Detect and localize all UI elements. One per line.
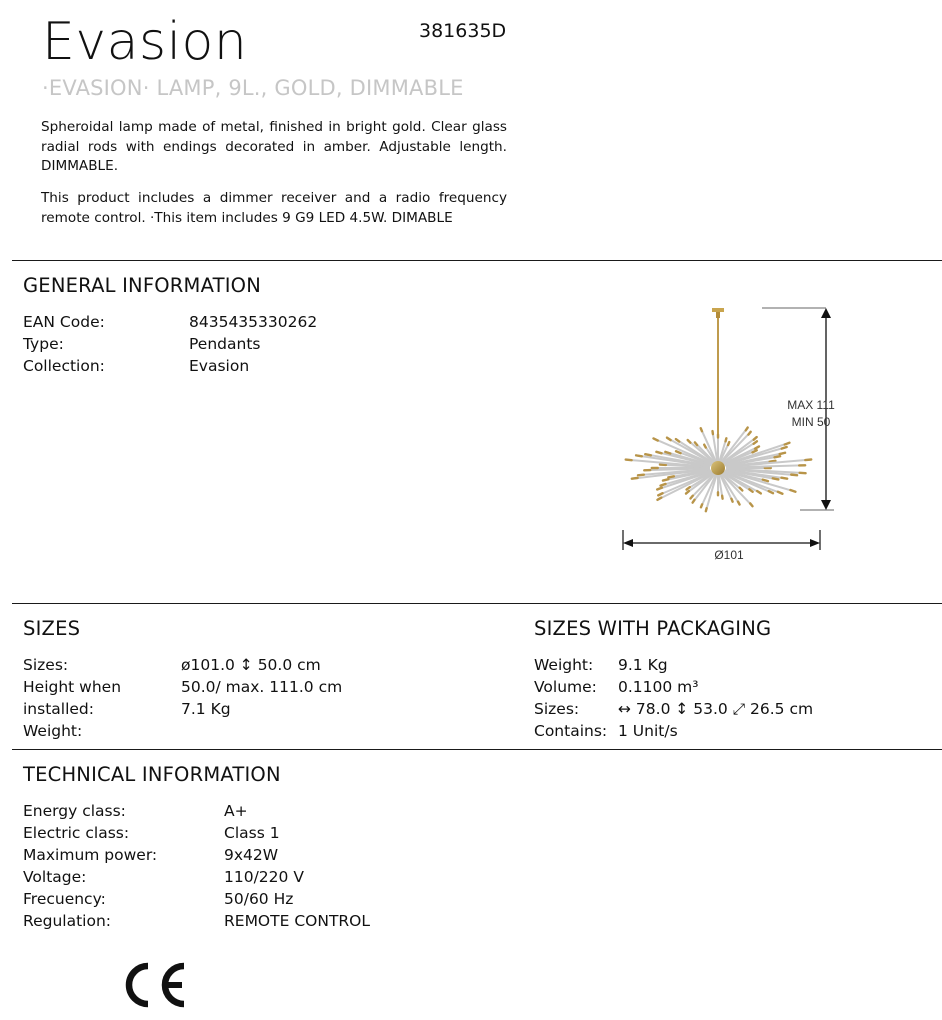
- regulation-value: REMOTE CONTROL: [224, 912, 371, 930]
- frequency-label: Frecuency:: [23, 890, 106, 908]
- maximum-power-label: Maximum power:: [23, 846, 158, 864]
- packaging-volume-label: Volume:: [534, 678, 597, 696]
- voltage-label: Voltage:: [23, 868, 87, 886]
- lamp-illustration-icon: [626, 308, 811, 511]
- ce-mark-icon: [120, 958, 190, 1012]
- collection-value: Evasion: [189, 357, 250, 375]
- sizes-label-weight: Weight:: [23, 722, 83, 740]
- packaging-weight-label: Weight:: [534, 656, 594, 674]
- divider: [12, 603, 942, 604]
- energy-class-value: A+: [224, 802, 248, 820]
- electric-class-label: Electric class:: [23, 824, 130, 842]
- lamp-dimension-diagram: [600, 296, 860, 568]
- general-information-table: [23, 311, 423, 381]
- type-label: Type:: [23, 335, 64, 353]
- packaging-heading: SIZES WITH PACKAGING: [534, 617, 772, 640]
- sizes-label-installed: installed:: [23, 700, 94, 718]
- packaging-volume-value: 0.1100 m³: [618, 678, 699, 696]
- description-paragraph-1: Spheroidal lamp made of metal, finished in bright gold. Clear glass radial rods with endings decorated in amber. Adjustable length. DIMMABLE.: [41, 119, 507, 174]
- collection-label: Collection:: [23, 357, 105, 375]
- packaging-contains-label: Contains:: [534, 722, 608, 740]
- packaging-weight-value: 9.1 Kg: [618, 656, 668, 674]
- packaging-sizes-value: ↔ 78.0 ↕ 53.0 ⤢ 26.5 cm: [618, 700, 814, 718]
- general-information-heading: GENERAL INFORMATION: [23, 274, 261, 297]
- height-min-label: MIN 50: [791, 415, 831, 429]
- width-dimension-icon: [623, 530, 820, 550]
- packaging-contains-value: 1 Unit/s: [618, 722, 678, 740]
- height-max-label: MAX 111: [787, 398, 835, 412]
- sizes-value-height: 50.0/ max. 111.0 cm: [181, 678, 343, 696]
- regulation-label: Regulation:: [23, 912, 111, 930]
- sizes-label-sizes: Sizes:: [23, 656, 69, 674]
- type-value: Pendants: [189, 335, 261, 353]
- energy-class-label: Energy class:: [23, 802, 126, 820]
- ean-label: EAN Code:: [23, 313, 105, 331]
- electric-class-value: Class 1: [224, 824, 280, 842]
- sizes-heading: SIZES: [23, 617, 81, 640]
- ean-value: 8435435330262: [189, 313, 318, 331]
- divider: [12, 260, 942, 261]
- product-subtitle: ·EVASION· LAMP, 9L., GOLD, DIMMABLE: [42, 76, 464, 100]
- maximum-power-value: 9x42W: [224, 846, 279, 864]
- sizes-table: [23, 654, 503, 746]
- technical-information-table: [23, 800, 523, 936]
- width-label: Ø101: [714, 548, 744, 562]
- packaging-sizes-label: Sizes:: [534, 700, 580, 718]
- sizes-value-weight: 7.1 Kg: [181, 700, 231, 718]
- sizes-label-height: Height when: [23, 678, 122, 696]
- packaging-table: [534, 654, 934, 746]
- technical-information-heading: TECHNICAL INFORMATION: [23, 763, 281, 786]
- product-title: Evasion: [42, 12, 248, 72]
- product-reference: 381635D: [419, 20, 507, 42]
- description-paragraph-2: This product includes a dimmer receiver and a radio frequency remote control. ·This item includes 9 G9 LED 4.5W. DIMABLE: [41, 190, 507, 226]
- voltage-value: 110/220 V: [224, 868, 304, 886]
- divider: [12, 749, 942, 750]
- frequency-value: 50/60 Hz: [224, 890, 294, 908]
- sizes-value-dimensions: ø101.0 ↕ 50.0 cm: [181, 656, 321, 674]
